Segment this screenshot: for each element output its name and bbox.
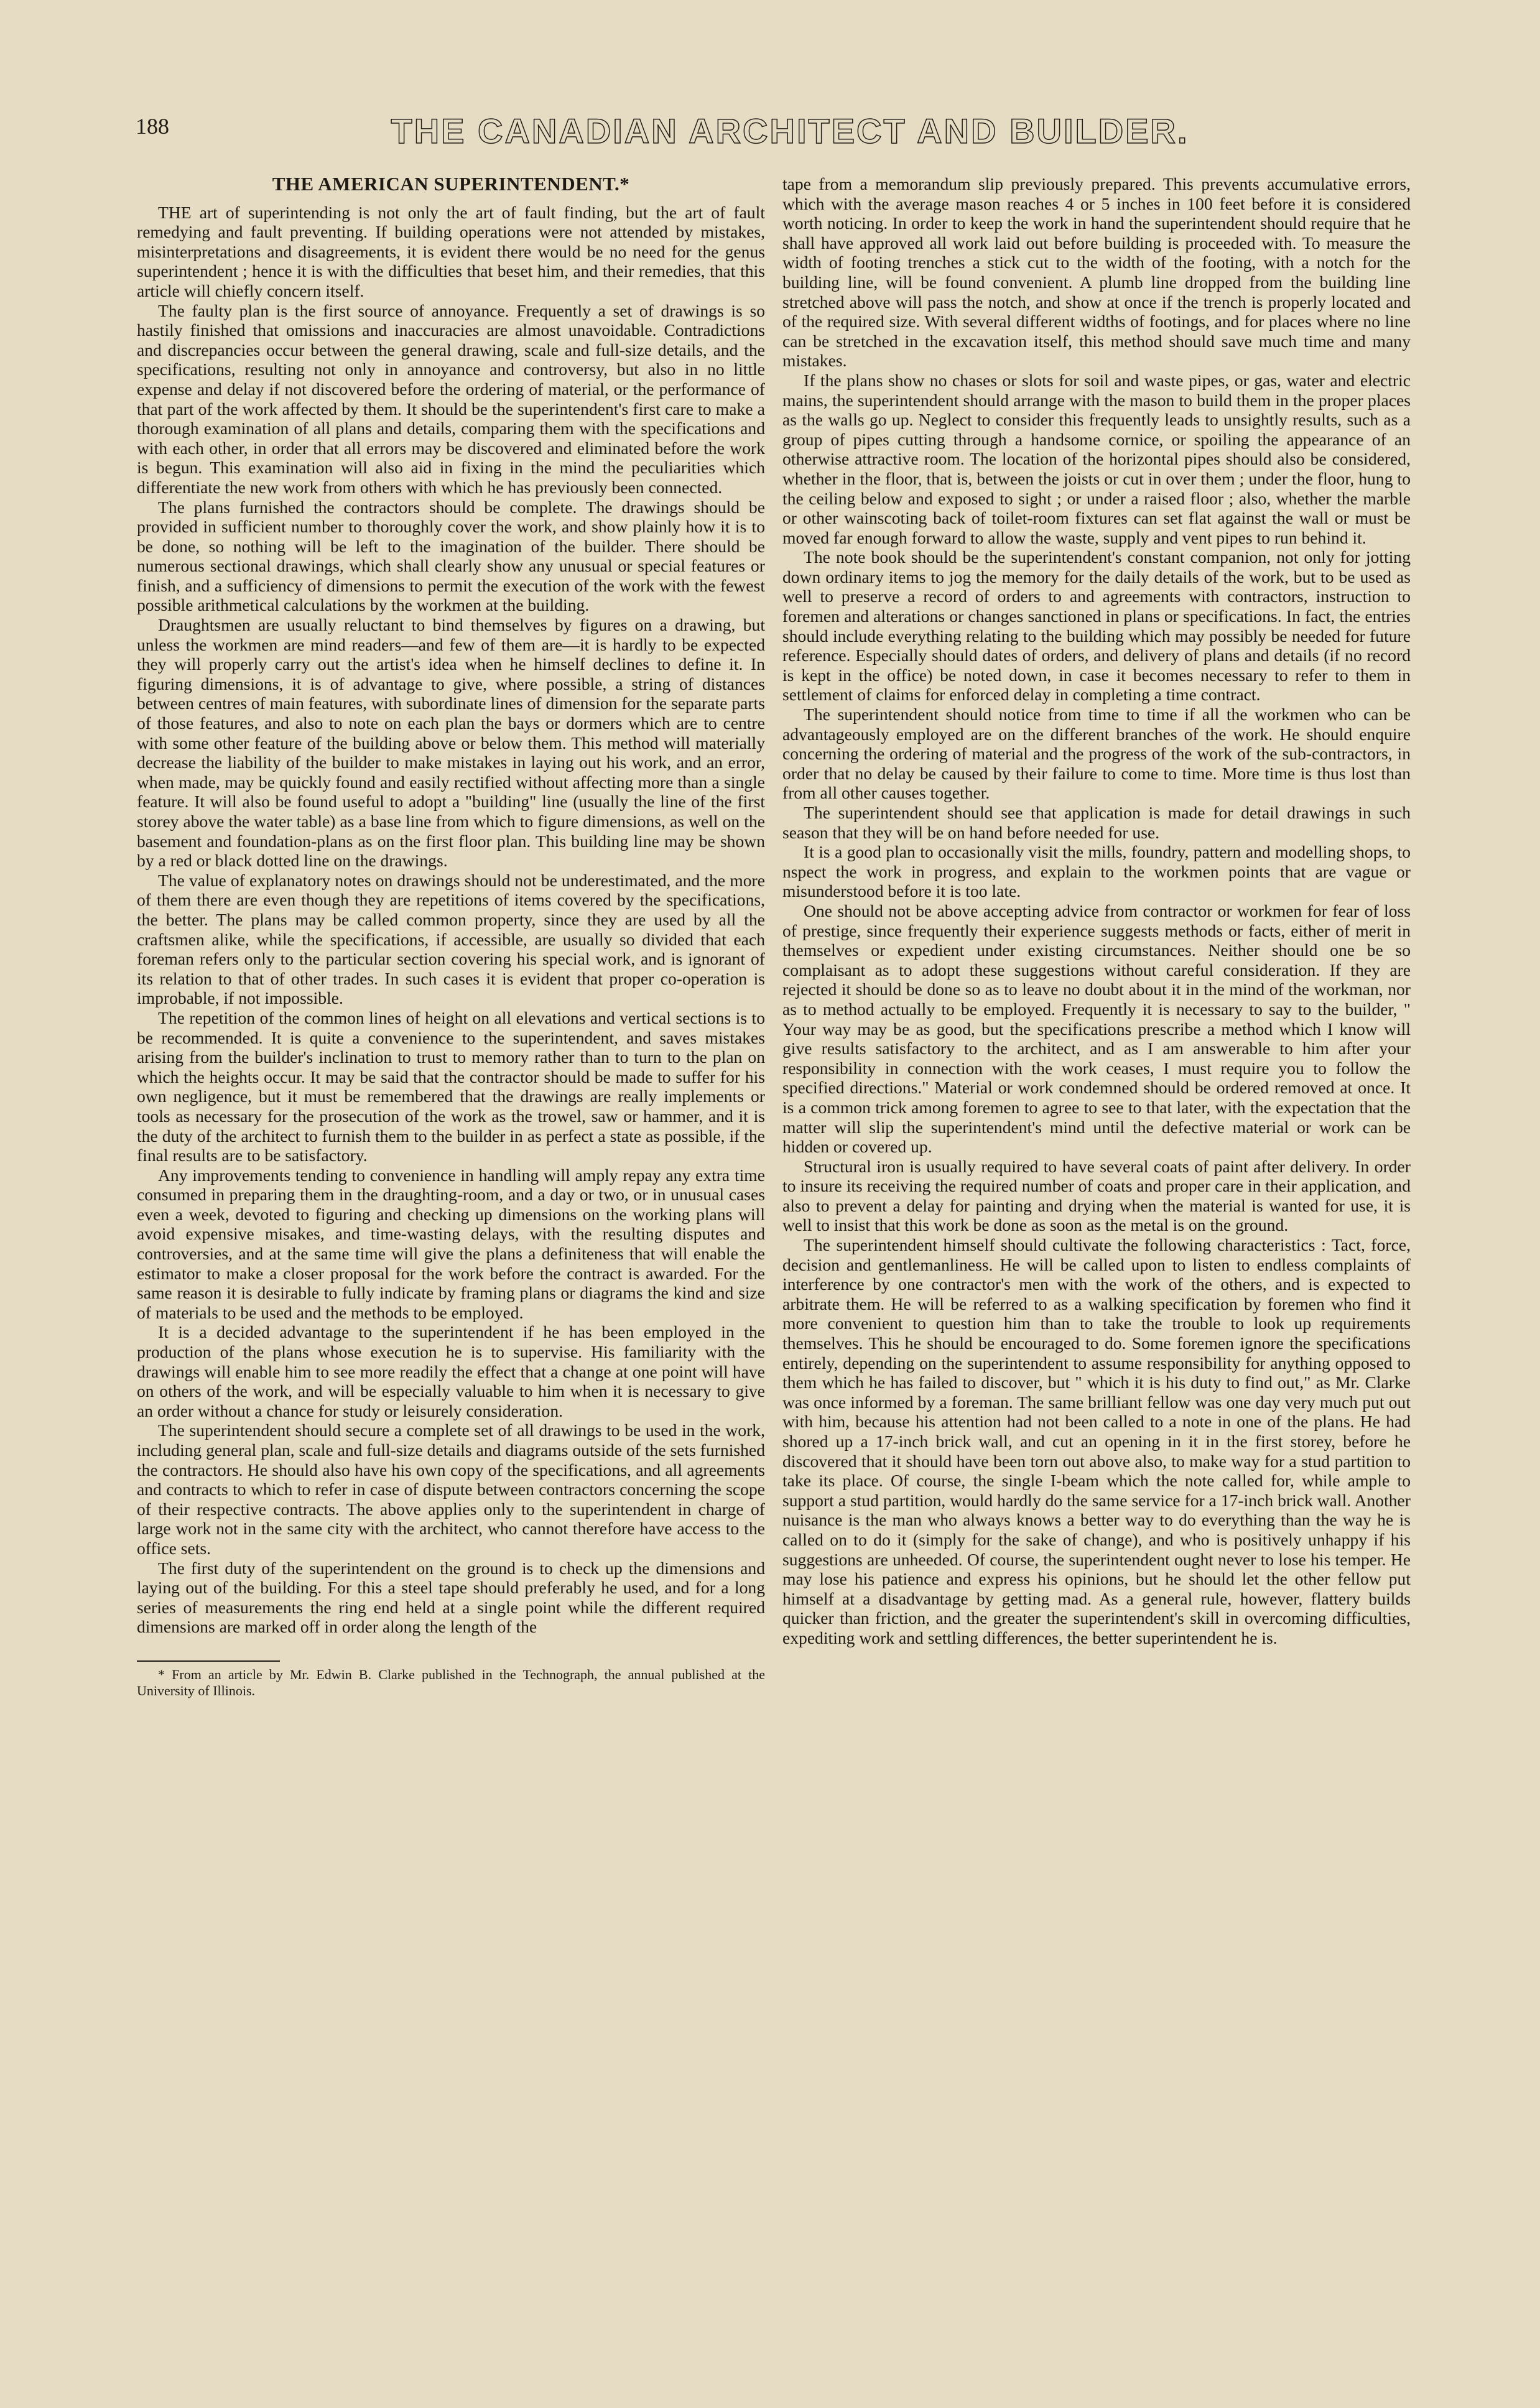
paragraph: The value of explanatory notes on drawings should not be underestimated, and the more of them there are even though they are repetitions of items covered by the specifications, the better. The plans may be called common property, since they are used by all the craftsmen alike, while the specifications, if accessible, are usually so divided that each foreman refers only to the particular section covering his special work, and is ignorant of its relation to that of other trades. In such cases it is evident that proper co-operation is improbable, if not impossible. <box>137 870 765 1008</box>
paragraph: THE art of superintending is not only the art of fault finding, but the art of fault remedying and fault preventing. If building operations were not attended by mistakes, misinterpretations and disagreements, it is evident there would be no need for the genus superintendent ; hence it is with the difficulties that beset him, and their remedies, that this article will chiefly concern itself. <box>137 202 765 300</box>
footnote-divider <box>137 1660 280 1662</box>
footnote: * From an article by Mr. Edwin B. Clarke published in the Technograph, the annual published at the University of Illinois. <box>137 1666 765 1698</box>
paragraph: Structural iron is usually required to have several coats of paint after delivery. In order to insure its receiving the required number of coats and proper care in their application, and also to prevent a delay for painting and drying when the material is wanted for use, it is well to insist that this work be done as soon as the metal is on the ground. <box>782 1156 1411 1235</box>
paragraph: The plans furnished the contractors should be complete. The drawings should be provided in sufficient number to thoroughly cover the work, and show plainly how it is to be done, so nothing will be left to the imagination of the builder. There should be numerous sectional drawings, which shall clearly show any unusual or special features or finish, and a sufficiency of dimensions to permit the execution of the work with the fewest possible arithmetical calculations by the workmen at the building. <box>137 497 765 615</box>
paragraph: The repetition of the common lines of height on all elevations and vertical sections is to be recommended. It is quite a convenience to the superintendent, and saves mistakes arising from the builder's inclination to trust to memory rather than to turn to the plan on which the heights occur. It may be said that the contractor should be made to suffer for his own negligence, but it must be remembered that the drawings are really implements or tools as necessary for the prosecution of the work as the trowel, saw or hammer, and it is the duty of the architect to furnish them to the builder in as perfect a state as possible, if the final results are to be satisfactory. <box>137 1007 765 1165</box>
paragraph: The note book should be the superintendent's constant companion, not only for jotting down ordinary items to jog the memory for the daily details of the work, but to be used as well to preserve a record of orders to and agreements with contractors, instruction to foremen and alterations or changes sanctioned in plans or specifications. In fact, the entries should include everything relating to the building which may possibly be needed for future reference. Especially should dates of orders, and delivery of plans and details (if no record is kept in the office) be noted down, in case it becomes necessary to refer to them in settlement of claims for enforced delay in completing a time contract. <box>782 547 1411 705</box>
paragraph: The superintendent should notice from time to time if all the workmen who can be advantageously employed are on the different branches of the work. He should enquire concerning the ordering of material and the progress of the work of the sub-contractors, in order that no delay be caused by their failure to come to time. More time is thus lost than from all other causes together. <box>782 705 1411 803</box>
article-title: THE AMERICAN SUPERINTENDENT.* <box>272 173 630 195</box>
paragraph: It is a decided advantage to the superintendent if he has been employed in the production of the plans whose execution he is to supervise. His familiarity with the drawings will enable him to see more readily the effect that a change at one point will have on others of the work, and will be especially valuable to him when it is necessary to give an order without a chance for study or leisurely consideration. <box>137 1322 765 1420</box>
paragraph: tape from a memorandum slip previously prepared. This prevents accumulative errors, which with the average mason reaches 4 or 5 inches in 100 feet before it is considered worth noticing. In order to keep the work in hand the superintendent should require that he shall have approved all work laid out before building is proceeded with. To measure the width of footing trenches a stick cut to the width of the footing, with a notch for the building line, will be found convenient. A plumb line dropped from the building line stretched above will pass the notch, and show at once if the trench is properly located and of the required size. With several different widths of footings, and for places where no line can be stretched in the excavation itself, this method should save much time and many mistakes. <box>782 174 1411 371</box>
paragraph: The faulty plan is the first source of annoyance. Frequently a set of drawings is so hastily finished that omissions and inaccuracies are almost unavoidable. Contradictions and discrepancies occur between the general drawing, scale and full-size details, and the specifications, resulting not only in annoyance and controversy, but also in no little expense and delay if not discovered before the ordering of material, or the performance of that part of the work affected by them. It should be the superintendent's first care to make a thorough examination of all plans and details, comparing them with the specifications and with each other, in order that all errors may be discovered and eliminated before the work is begun. This examination will also aid in fixing in the mind the peculiarities which differentiate the new work from others with which he has previously been connected. <box>137 300 765 497</box>
paragraph: The superintendent himself should cultivate the following characteristics : Tact, force, decision and gentlemanliness. He will be called upon to listen to endless complaints of interference by one contractor's men with the work of the others, and is expected to arbitrate them. He will be referred to as a walking specification by foremen who find it more convenient to question him than to take the trouble to look up requirements themselves. This he should be encouraged to do. Some foremen ignore the specifications entirely, depending on the superintendent to assume responsibility for anything opposed to them which he has failed to discover, but " which it is his duty to find out," as Mr. Clarke was once informed by a foreman. The same brilliant fellow was one day very much put out with him, because his attention had not been called to a note in one of the plans. He had shored up a 17-inch brick wall, and cut an opening in it in the first storey, before he discovered that it should have been torn out above also, to make way for a stud partition to take its place. Of course, the single I-beam which the note called for, while ample to support a stud partition, would hardly do the same service for a 17-inch brick wall. Another nuisance is the man who always knows a better way to do everything than the way he is called on to do it (simply for the sake of change), and who is positively unhappy if his suggestions are unheeded. Of course, the superintendent ought never to lose his temper. He may lose his patience and express his opinions, but he should let the other fellow put himself at a disadvantage by getting mad. As a general rule, however, flattery builds quicker than friction, and the greater the superintendent's skill in overcoming difficulties, expediting work and settling differences, the better superintendent he is. <box>782 1235 1411 1647</box>
paragraph: It is a good plan to occasionally visit the mills, foundry, pattern and modelling shops, to nspect the work in progress, and explain to the workmen points that are vague or misunderstood before it is too late. <box>782 842 1411 901</box>
paragraph: The superintendent should see that application is made for detail drawings in such season that they will be on hand before needed for use. <box>782 803 1411 842</box>
paragraph: One should not be above accepting advice from contractor or workmen for fear of loss of prestige, since frequently their experience suggests methods or facts, either of merit in themselves or expedient under existing circumstances. Neither should one be so complaisant as to adopt these suggestions without careful consideration. If they are rejected it should be done so as to leave no doubt about it in the mind of the workman, nor as to method actually to be employed. Frequently it is necessary to say to the builder, " Your way may be as good, but the specifications prescribe a method which I know will give results satisfactory to the architect, and as I am answerable to him after your responsibility in connection with the work ceases, I must require you to follow the specified directions." Material or work condemned should be ordered removed at once. It is a common trick among foremen to agree to see to that later, with the expectation that the matter will slip the superintendent's mind until the defective material or work can be hidden or covered up. <box>782 901 1411 1157</box>
right-column <box>782 174 1411 1648</box>
left-column <box>137 174 765 1699</box>
paragraph: Draughtsmen are usually reluctant to bind themselves by figures on a drawing, but unless the workmen are mind readers—and few of them are—it is hardly to be expected they will properly carry out the artist's idea when he himself declines to define it. In figuring dimensions, it is of advantage to give, where possible, a string of distances between centres of main features, with subordinate lines of dimension for the separate parts of those features, and also to note on each plan the bays or dormers which are to centre with some other feature of the building above or below them. This method will materially decrease the liability of the builder to make mistakes in laying out his work, and an error, when made, may be quickly found and easily rectified without affecting more than a single feature. It will also be found useful to adopt a "building" line (usually the line of the first storey above the water table) as a base line from which to figure dimensions, as well on the basement and foundation-plans as on the first floor plan. This building line may be shown by a red or black dotted line on the drawings. <box>137 615 765 871</box>
paragraph: The first duty of the superintendent on the ground is to check up the dimensions and laying out of the building. For this a steel tape should preferably he used, and for a long series of measurements the ring end held at a single point while the different required dimensions are marked off in order along the length of the <box>137 1558 765 1637</box>
paragraph: The superintendent should secure a complete set of all drawings to be used in the work, including general plan, scale and full-size details and diagrams outside of the sets furnished the contractors. He should also have his own copy of the specifications, and all agreements and contracts to which to refer in case of dispute between contractors concerning the scope of their respective contracts. The above applies only to the superintendent in charge of large work not in the same city with the architect, who cannot therefore have access to the office sets. <box>137 1420 765 1558</box>
page-number: 188 <box>136 114 169 139</box>
running-head: THE CANADIAN ARCHITECT AND BUILDER. <box>391 111 1189 150</box>
paragraph: If the plans show no chases or slots for soil and waste pipes, or gas, water and electric mains, the superintendent should arrange with the mason to build them in the proper places as the walls go up. Neglect to consider this frequently leads to unsightly results, such as a group of pipes cutting through a handsome cornice, or spoiling the appearance of an otherwise attractive room. The location of the horizontal pipes should also be considered, whether in the floor, that is, between the joists or cut in over them ; under the floor, hung to the ceiling below and exposed to sight ; or under a raised floor ; also, whether the marble or other wainscoting back of toilet-room fixtures can set flat against the wall or must be moved far enough forward to allow the waste, supply and vent pipes to run behind it. <box>782 370 1411 547</box>
paragraph: Any improvements tending to convenience in handling will amply repay any extra time consumed in preparing them in the draughting-room, and a day or two, or in unusual cases even a week, devoted to figuring and checking up dimensions on the working plans will avoid expensive misakes, and time-wasting delays, with the resulting disputes and controversies, and at the same time will give the plans a definiteness that will enable the estimator to make a closer proposal for the work before the contract is awarded. For the same reason it is desirable to fully indicate by framing plans or diagrams the kind and size of materials to be used and the methods to be employed. <box>137 1165 765 1322</box>
